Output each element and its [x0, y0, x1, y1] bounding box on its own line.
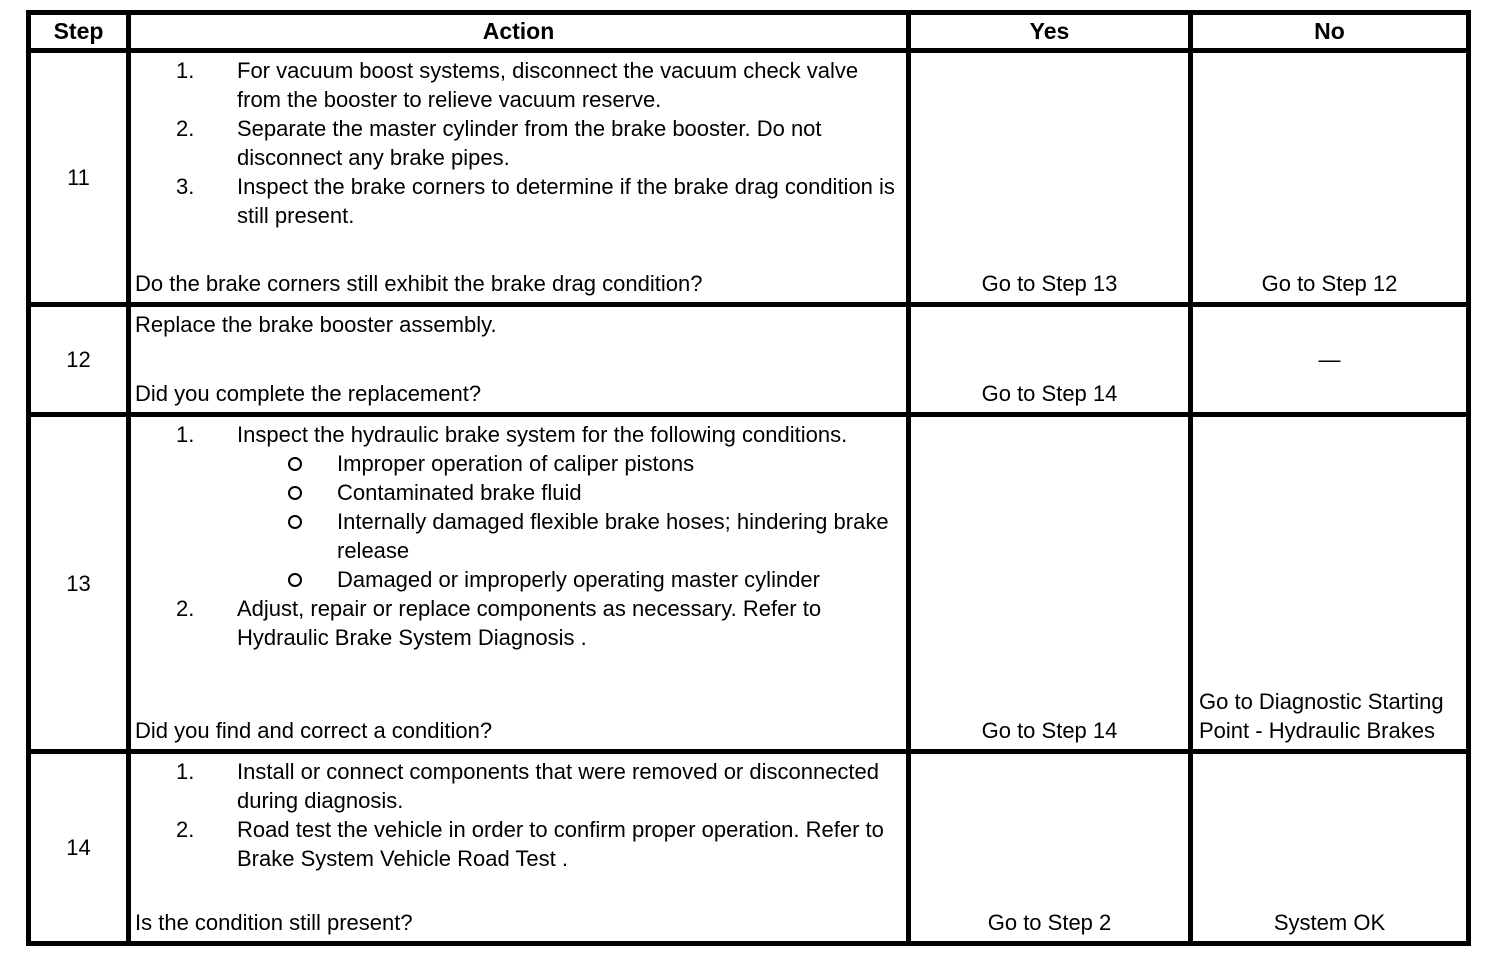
- header-no: No: [1193, 15, 1466, 48]
- no-cell-row12: [1193, 307, 1466, 412]
- item-text: Road test the vehicle in order to confirm proper operation. Refer to Brake System Vehicle Road Test .: [237, 817, 884, 871]
- header-action: Action: [131, 15, 906, 48]
- no-cell-row13: [1193, 417, 1466, 749]
- item-number: 1.: [176, 759, 195, 784]
- item-number: 1.: [176, 58, 195, 83]
- item-text: For vacuum boost systems, disconnect the vacuum check valve from the booster to relieve vacuum reserve.: [237, 58, 859, 112]
- action-subitem: [237, 507, 902, 565]
- action-cell-row13: [131, 417, 906, 749]
- step-number: 11: [67, 165, 90, 190]
- no-value: System OK: [1273, 910, 1386, 935]
- yes-value: Go to Step 14: [981, 718, 1118, 743]
- item-number: 1.: [176, 422, 195, 447]
- bullet-marker: [237, 478, 337, 507]
- circle-bullet-icon: [288, 515, 302, 529]
- item-text: Inspect the hydraulic brake system for the following conditions.: [237, 422, 848, 447]
- action-item: [135, 114, 902, 172]
- bullet-marker: [237, 449, 337, 478]
- action-cell-row11: [131, 53, 906, 302]
- yes-cell-row13: [911, 417, 1188, 749]
- step-number: 12: [66, 347, 91, 372]
- diagnostic-table: [26, 10, 1471, 946]
- item-text: Install or connect components that were removed or disconnected during diagnosis.: [237, 759, 880, 813]
- item-text: Separate the master cylinder from the brake booster. Do not disconnect any brake pipes.: [237, 116, 822, 170]
- yes-cell-row14: [911, 754, 1188, 941]
- yes-cell-row12: [911, 307, 1188, 412]
- no-cell-row14: [1193, 754, 1466, 941]
- action-question: Do the brake corners still exhibit the brake drag condition?: [135, 271, 703, 296]
- step-number: 13: [66, 570, 91, 596]
- header-yes: Yes: [911, 15, 1188, 48]
- item-text: Inspect the brake corners to determine if the brake drag condition is still present.: [237, 174, 895, 228]
- subitem-text: Damaged or improperly operating master cylinder: [337, 567, 820, 592]
- action-list: [135, 757, 902, 873]
- circle-bullet-icon: [288, 457, 302, 471]
- action-item: [135, 815, 902, 873]
- circle-bullet-icon: [288, 573, 302, 587]
- step-cell-row12: [31, 307, 126, 412]
- no-value: Go to Step 12: [1261, 271, 1398, 296]
- circle-bullet-icon: [288, 486, 302, 500]
- no-cell-row11: [1193, 53, 1466, 302]
- action-subitem: [237, 449, 902, 478]
- item-number: 2.: [176, 596, 195, 621]
- action-question: Is the condition still present?: [135, 910, 413, 935]
- yes-value: Go to Step 14: [981, 381, 1118, 406]
- no-dash: —: [1318, 347, 1341, 372]
- action-item: [135, 757, 902, 815]
- action-item: [135, 172, 902, 230]
- action-item: [135, 594, 902, 652]
- action-item: [135, 420, 902, 594]
- yes-value: Go to Step 2: [987, 910, 1112, 935]
- item-number: 2.: [176, 817, 195, 842]
- step-cell-row11: [31, 53, 126, 302]
- action-cell-row12: [131, 307, 906, 412]
- action-intro: Replace the brake booster assembly.: [135, 312, 497, 337]
- bullet-marker: [237, 565, 337, 594]
- step-cell-row14: [31, 754, 126, 941]
- yes-value: Go to Step 13: [981, 271, 1118, 296]
- item-text: Adjust, repair or replace components as necessary. Refer to Hydraulic Brake System Diagnosis .: [237, 596, 822, 650]
- step-number: 14: [66, 835, 91, 860]
- subitem-text: Contaminated brake fluid: [337, 480, 582, 505]
- action-cell-row14: [131, 754, 906, 941]
- bullet-marker: [237, 507, 337, 565]
- item-number: 2.: [176, 116, 195, 141]
- header-step: Step: [31, 15, 126, 48]
- step-cell-row13: [31, 417, 126, 749]
- action-question: Did you complete the replacement?: [135, 381, 482, 406]
- action-item: [135, 56, 902, 114]
- yes-cell-row11: [911, 53, 1188, 302]
- subitem-text: Improper operation of caliper pistons: [337, 451, 695, 476]
- action-subitem: [237, 565, 902, 594]
- item-number: 3.: [176, 174, 195, 199]
- action-list: [135, 420, 902, 652]
- no-value: Go to Diagnostic Starting Point - Hydraulic Brakes: [1199, 689, 1444, 743]
- action-list: [135, 56, 902, 230]
- action-question: Did you find and correct a condition?: [135, 718, 493, 743]
- subitem-text: Internally damaged flexible brake hoses; hindering brake release: [337, 509, 889, 563]
- action-subitem: [237, 478, 902, 507]
